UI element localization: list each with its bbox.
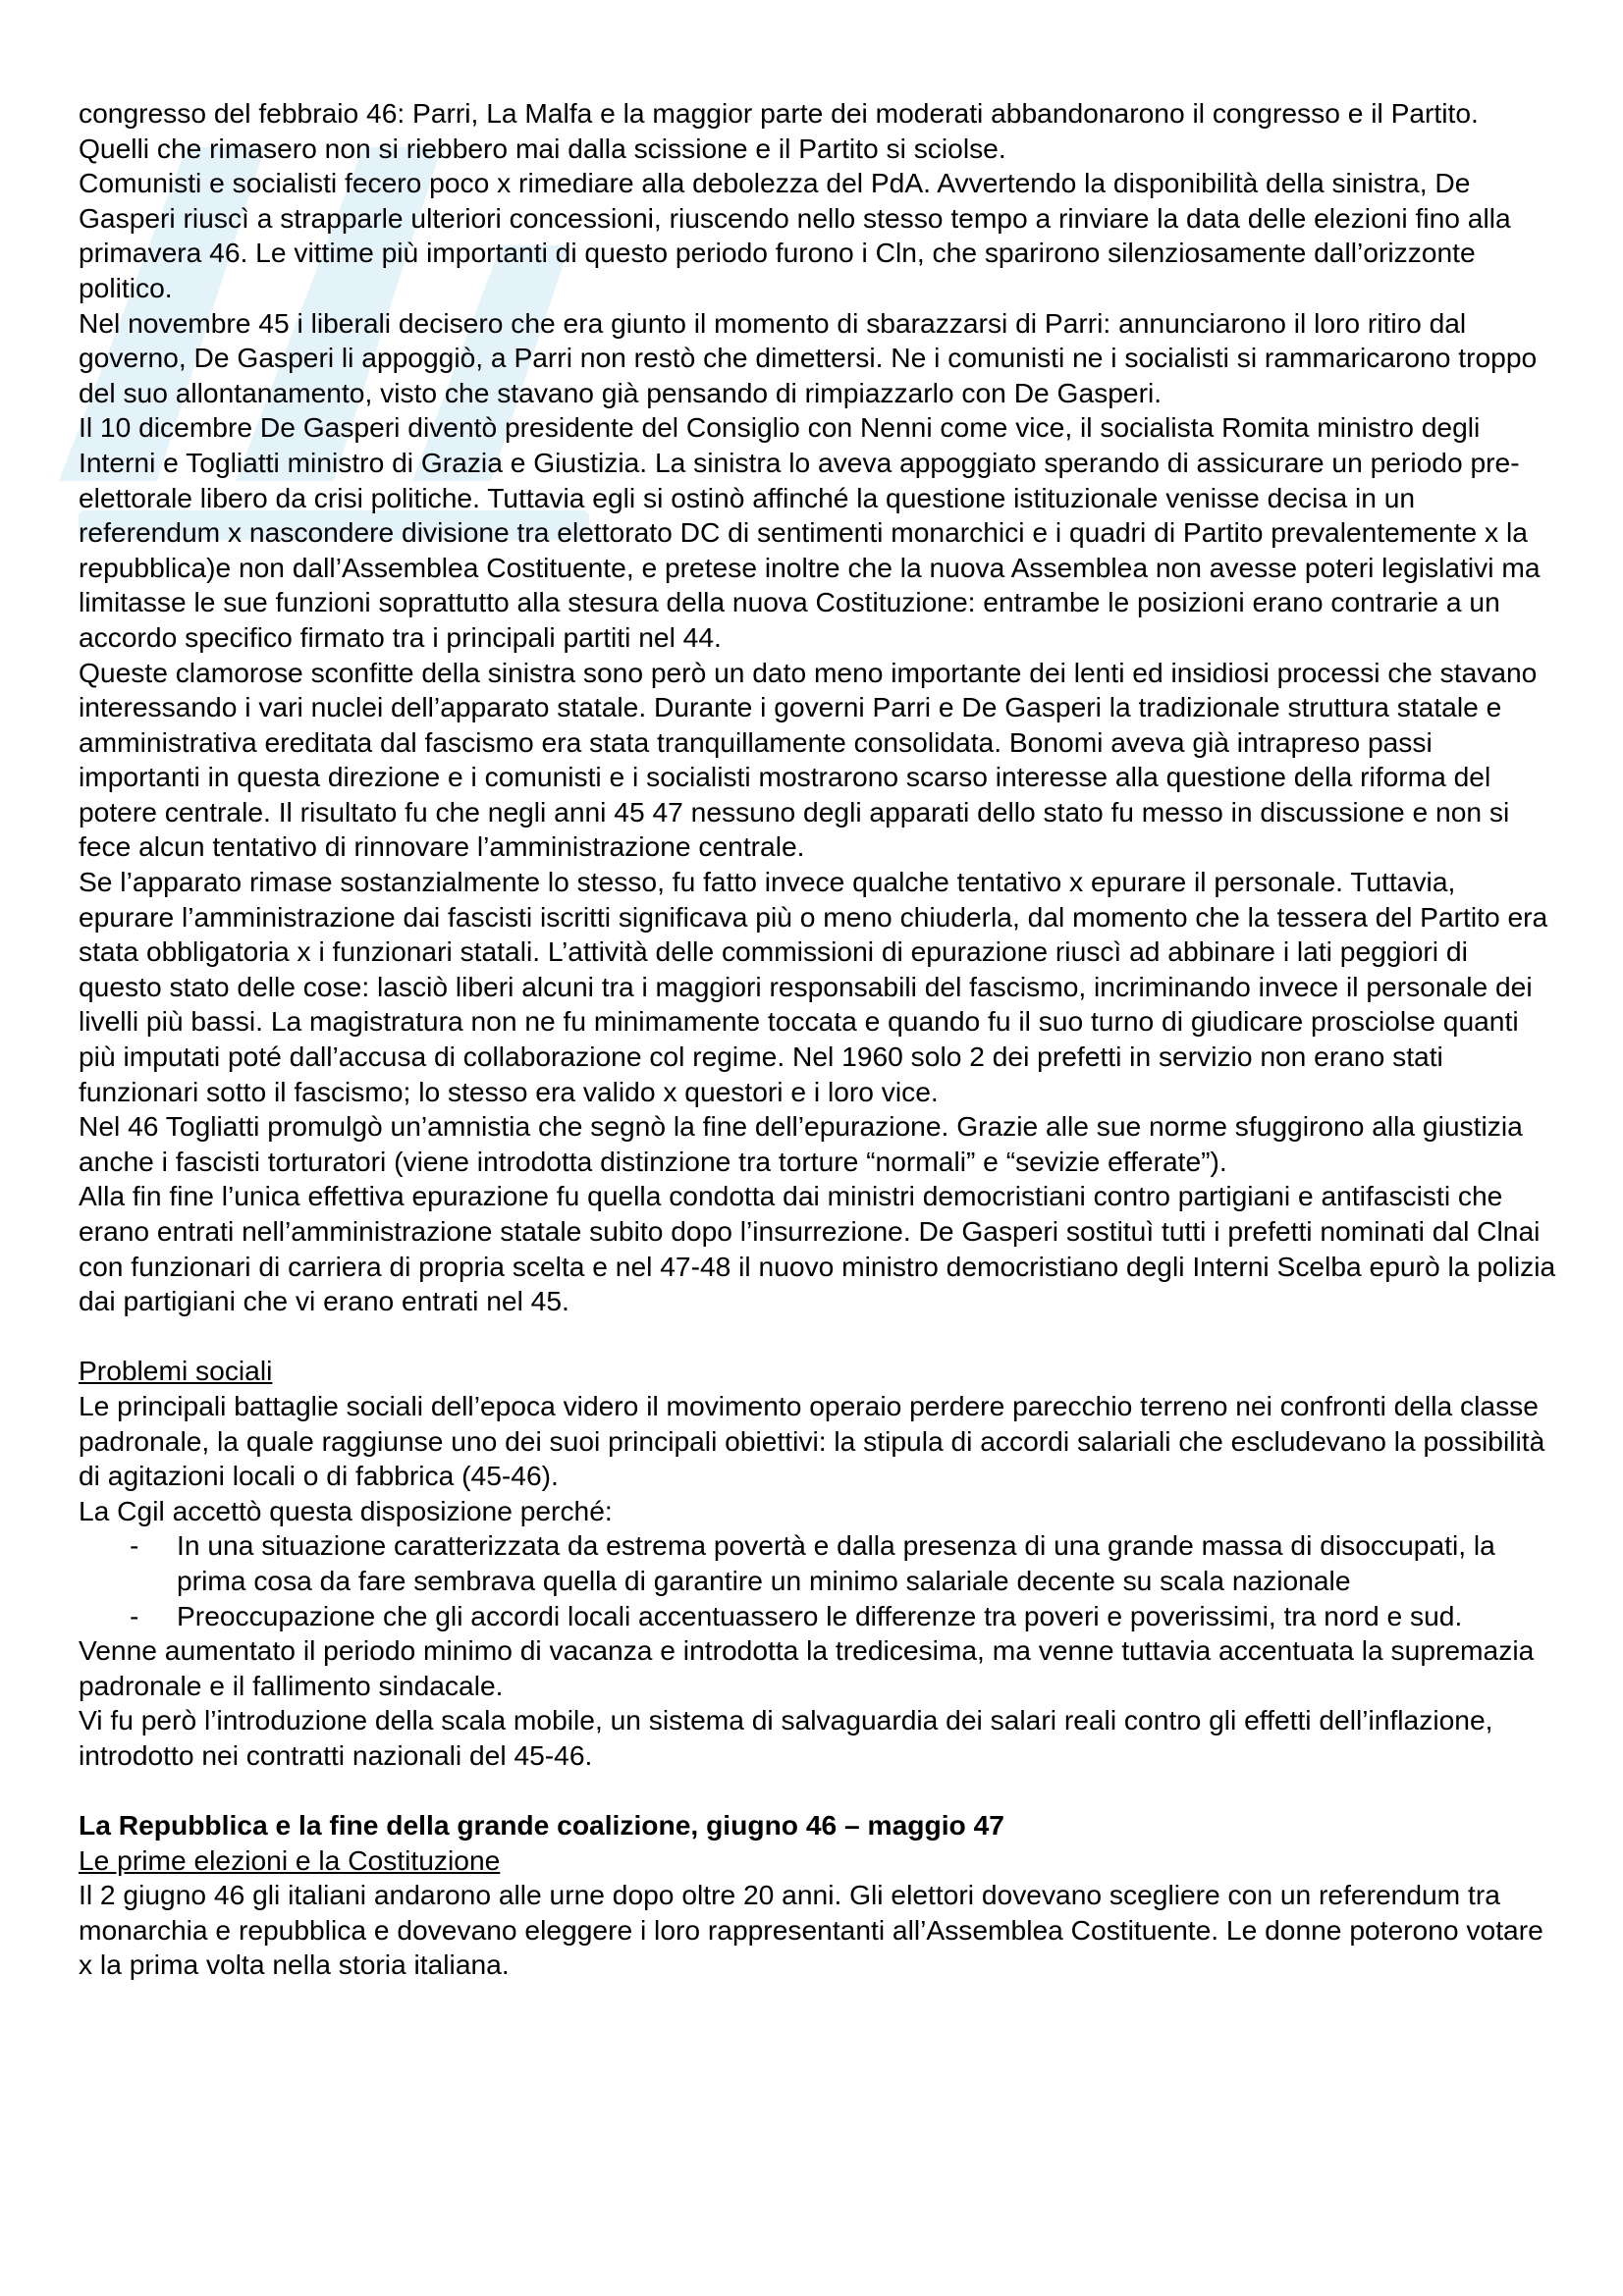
paragraph: La Cgil accettò questa disposizione perché:	[79, 1494, 613, 1526]
bullet-list	[79, 1528, 1556, 1633]
paragraph: Alla fin fine l’unica effettiva epurazione fu quella condotta dai ministri democristiani contro partigiani e antifascisti che erano entrati nell’amministrazione statale subito dopo l’insurrezione. De Gasperi sostituì tutti i prefetti nominati dal Clnai con funzionari di carriera di propria scelta e nel 47-48 il nuovo ministro democristiano degli Interni Scelba epurò la polizia dai partigiani che vi erano entrati nel 45.	[79, 1180, 1556, 1317]
paragraph: Nel novembre 45 i liberali decisero che era giunto il momento di sbarazzarsi di Parri: annunciarono il loro ritiro dal governo, De Gasperi li appoggiò, a Parri non restò che dimettersi. Ne i comunisti ne i socialisti si rammaricarono troppo del suo allontanamento, visto che stavano già pensando di rimpiazzarlo con De Gasperi.	[79, 306, 1538, 408]
paragraph: Comunisti e socialisti fecero poco x rimediare alla debolezza del PdA. Avvertendo la disponibilità della sinistra, De Gasperi riuscì a strapparle ulteriori concessioni, riuscendo nello stesso tempo a rinviare la data delle elezioni fino alla primavera 46. Le vittime più importanti di questo periodo furono i Cln, che sparirono silenziosamente dall’orizzonte politico.	[79, 167, 1511, 303]
list-item: - In una situazione caratterizzata da estrema povertà e dalla presenza di una grande massa di disoccupati, la prima cosa da fare sembrava quella di garantire un minimo salariale decente su scala nazionale	[79, 1528, 1556, 1598]
paragraph: Queste clamorose sconfitte della sinistra sono però un dato meno importante dei lenti ed insidiosi processi che stavano interessando i vari nuclei dell’apparato statale. Durante i governi Parri e De Gasperi la tradizionale struttura statale e amministrativa ereditata dal fascismo era stata tranquillamente consolidata. Bonomi aveva già intrapreso passi importanti in questa direzione e i comunisti e i socialisti mostrarono scarso interesse alla questione della riforma del potere centrale. Il risultato fu che negli anni 45 47 nessuno degli apparati dello stato fu messo in discussione e non si fece alcun tentativo di rinnovare l’amministrazione centrale.	[79, 656, 1538, 863]
document-body	[79, 96, 1556, 1983]
spacer	[79, 1319, 1556, 1355]
paragraph: Venne aumentato il periodo minimo di vacanza e introdotta la tredicesima, ma venne tuttavia accentuata la supremazia padronale e il fallimento sindacale.	[79, 1634, 1535, 1701]
paragraph: Se l’apparato rimase sostanzialmente lo stesso, fu fatto invece qualche tentativo x epurare il personale. Tuttavia, epurare l’amministrazione dai fascisti iscritti significava più o meno chiuderla, dal momento che la tessera del Partito era stata obbligatoria x i funzionari statali. L’attività delle commissioni di epurazione riuscì ad abbinare i lati peggiori di questo stato delle cose: lasciò liberi alcuni tra i maggiori responsabili del fascismo, incriminando invece il personale dei livelli più bassi. La magistratura non ne fu minimamente toccata e quando fu il suo turno di giudicare prosciolse quanti più imputati poté dall’accusa di collaborazione col regime. Nel 1960 solo 2 dei prefetti in servizio non erano stati funzionari sotto il fascismo; lo stesso era valido x questori e i loro vice.	[79, 866, 1548, 1107]
section-heading-repubblica: La Repubblica e la fine della grande coalizione, giugno 46 – maggio 47	[79, 1809, 1004, 1842]
list-item: - Preoccupazione che gli accordi locali accentuassero le differenze tra poveri e poverissimi, tra nord e sud.	[79, 1599, 1556, 1634]
paragraph: Il 2 giugno 46 gli italiani andarono alle urne dopo oltre 20 anni. Gli elettori dovevano scegliere con un referendum tra monarchia e repubblica e dovevano eleggere i loro rappresentanti all’Assemblea Costituente. Le donne poterono votare x la prima volta nella storia italiana.	[79, 1879, 1543, 1981]
paragraph: Vi fu però l’introduzione della scala mobile, un sistema di salvaguardia dei salari reali contro gli effetti dell’inflazione, introdotto nei contratti nazionali del 45-46.	[79, 1704, 1493, 1771]
paragraph: Le principali battaglie sociali dell’epoca videro il movimento operaio perdere parecchio terreno nei confronti della classe padronale, la quale raggiunse uno dei suoi principali obiettivi: la stipula di accordi salariali che escludevano la possibilità di agitazioni locali o di fabbrica (45-46).	[79, 1389, 1545, 1492]
paragraph: Nel 46 Togliatti promulgò un’amnistia che segnò la fine dell’epurazione. Grazie alle sue norme sfuggirono alla giustizia anche i fascisti torturatori (viene introdotta distinzione tra torture “normali” e “sevizie efferate”).	[79, 1110, 1523, 1177]
spacer	[79, 1774, 1556, 1809]
paragraph: Il 10 dicembre De Gasperi diventò presidente del Consiglio con Nenni come vice, il socialista Romita ministro degli Interni e Togliatti ministro di Grazia e Giustizia. La sinistra lo aveva appoggiato sperando di assicurare un periodo pre-elettorale libero da crisi politiche. Tuttavia egli si ostinò affinché la questione istituzionale venisse decisa in un referendum x nascondere divisione tra elettorato DC di sentimenti monarchici e i quadri di Partito prevalentemente x la repubblica)e non dall’Assemblea Costituente, e pretese inoltre che la nuova Assemblea non avesse poteri legislativi ma limitasse le sue funzioni soprattutto alla stesura della nuova Costituzione: entrambe le posizioni erano contrarie a un accordo specifico firmato tra i principali partiti nel 44.	[79, 411, 1541, 653]
section-heading-problemi-sociali: Problemi sociali	[79, 1355, 273, 1387]
subsection-heading-elezioni: Le prime elezioni e la Costituzione	[79, 1843, 501, 1876]
paragraph: congresso del febbraio 46: Parri, La Malfa e la maggior parte dei moderati abbandonarono il congresso e il Partito. Quelli che rimasero non si riebbero mai dalla scissione e il Partito si sciolse.	[79, 97, 1479, 164]
